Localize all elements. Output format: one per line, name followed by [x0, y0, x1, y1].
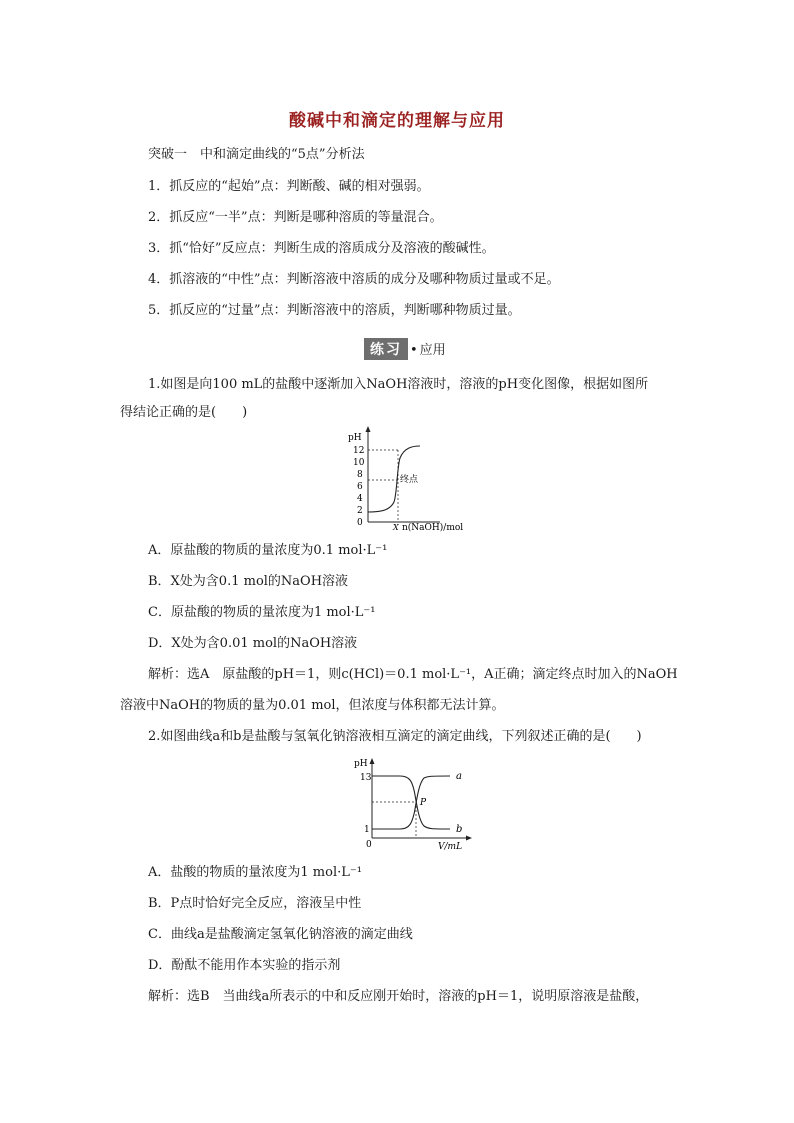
- q1-option-b: B．X处为含0.1 mol的NaOH溶液: [148, 574, 349, 589]
- point-4: 4．抓溶液的“中性”点：判断溶液中溶质的成分及哪种物质过量或不足。: [148, 272, 560, 287]
- q1-annotation: 终点: [400, 475, 419, 485]
- q2-analysis: 解析：选B 当曲线a所表示的中和反应刚开始时，溶液的pH＝1，说明原溶液是盐酸，: [148, 989, 649, 1004]
- page-title: 酸碱中和滴定的理解与应用: [289, 111, 505, 131]
- q2-y-label: pH: [354, 759, 368, 769]
- q2-label-b: b: [456, 824, 463, 835]
- q1-y-arrow: [366, 426, 371, 432]
- point-1: 1．抓反应的“起始”点：判断酸、碱的相对强弱。: [148, 179, 430, 194]
- q2-x-arrow: [466, 836, 472, 841]
- q2-option-c: C．曲线a是盐酸滴定氢氧化钠溶液的滴定曲线: [148, 927, 413, 942]
- q2-stem: 2.如图曲线a和b是盐酸与氢氧化钠溶液相互滴定的滴定曲线，下列叙述正确的是( ): [148, 729, 642, 744]
- q2-y-arrow: [370, 758, 375, 764]
- q2-option-b: B．P点时恰好完全反应，溶液呈中性: [148, 896, 362, 911]
- q1-ytick-0: 0: [357, 518, 363, 528]
- point-5: 5．抓反应的“过量”点：判断溶液中的溶质，判断哪种物质过量。: [148, 303, 521, 318]
- q1-analysis-line1: 解析：选A 原盐酸的pH＝1，则c(HCl)＝0.1 mol·L⁻¹，A正确；滴定终点时加入的NaOH: [148, 667, 678, 682]
- q2-ytick-13: 13: [360, 773, 372, 783]
- practice-label: 应用: [419, 343, 446, 358]
- q1-ytick-8: 8: [357, 470, 363, 480]
- q2-curve-a: [372, 776, 450, 829]
- q1-option-d: D．X处为含0.01 mol的NaOH溶液: [148, 636, 358, 651]
- q2-ytick-1: 1: [364, 825, 370, 835]
- q1-option-c: C．原盐酸的物质的量浓度为1 mol·L⁻¹: [148, 605, 376, 620]
- q2-label-a: a: [456, 771, 462, 782]
- point-3: 3．抓“恰好”反应点：判断生成的溶质成分及溶液的酸碱性。: [148, 241, 495, 256]
- q1-chart: [340, 424, 490, 534]
- q1-ytick-10: 10: [353, 458, 365, 468]
- q2-option-d: D．酚酞不能用作本实验的指示剂: [148, 958, 341, 973]
- q1-ytick-6: 6: [357, 482, 363, 492]
- q2-curve-b: [372, 776, 450, 829]
- q2-option-a: A．盐酸的物质的量浓度为1 mol·L⁻¹: [148, 865, 362, 880]
- q1-y-label: pH: [348, 433, 362, 443]
- q2-origin: 0: [366, 840, 372, 850]
- point-2: 2．抓反应“一半”点：判断是哪种溶质的等量混合。: [148, 210, 443, 225]
- practice-box: 练习: [364, 338, 408, 360]
- q1-analysis-line2: 溶液中NaOH的物质的量为0.01 mol，但浓度与体积都无法计算。: [120, 698, 505, 713]
- q1-stem-line1: 1.如图是向100 mL的盐酸中逐渐加入NaOH溶液时，溶液的pH变化图像，根据如图所: [148, 377, 649, 392]
- q1-x-mark: X: [393, 523, 399, 532]
- practice-badge: [364, 338, 446, 360]
- q2-chart: [350, 756, 480, 852]
- q2-point-p: P: [420, 798, 427, 808]
- q2-x-label: V/mL: [438, 842, 463, 852]
- q1-x-label: n(NaOH)/mol: [402, 523, 464, 533]
- q1-ytick-2: 2: [357, 506, 363, 516]
- q1-stem-line2: 得结论正确的是( ): [120, 405, 248, 420]
- practice-dot: •: [410, 343, 418, 358]
- q1-ytick-12: 12: [353, 446, 365, 456]
- q1-ytick-4: 4: [357, 494, 363, 504]
- q1-option-a: A．原盐酸的物质的量浓度为0.1 mol·L⁻¹: [148, 543, 388, 558]
- section-heading: 突破一 中和滴定曲线的“5点”分析法: [148, 147, 365, 162]
